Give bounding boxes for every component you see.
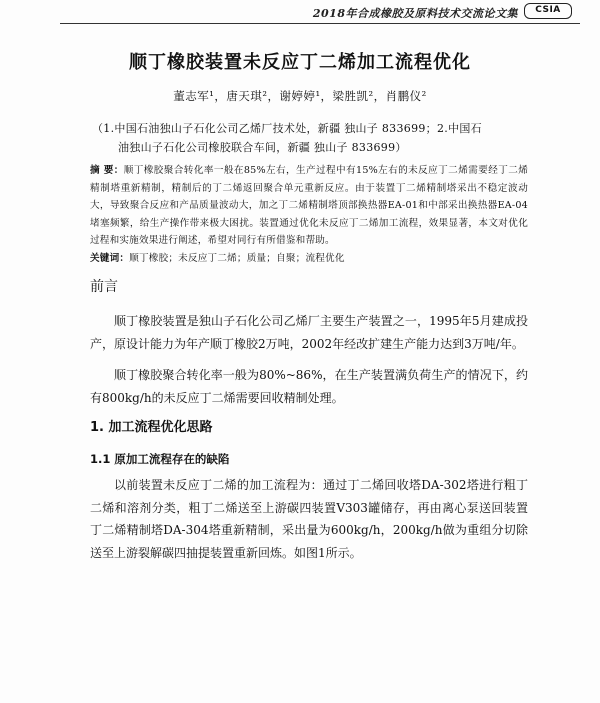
keywords-text: 顺丁橡胶；未反应丁二烯；质量；自聚；流程优化 bbox=[129, 252, 345, 264]
keywords-label: 关键词： bbox=[90, 252, 130, 264]
foreword-paragraph-1: 顺丁橡胶装置是独山子石化公司乙烯厂主要生产装置之一，1995年5月建成投产，原设计能力为年产顺丁橡胶2万吨，2002年经改扩建生产能力达到3万吨/年。 bbox=[90, 314, 528, 351]
abstract bbox=[90, 162, 528, 267]
running-title: 2018年合成橡胶及原料技术交流论文集 bbox=[312, 7, 518, 20]
section-1-heading: 1. 加工流程优化思路 bbox=[90, 420, 213, 435]
logo-text: CSIA bbox=[535, 5, 561, 15]
abstract-label: 摘 要： bbox=[90, 165, 124, 176]
foreword-paragraph-2: 顺丁橡胶聚合转化率一般为80%~86%，在生产装置满负荷生产的情况下，约有800kg/h的未反应丁二烯需要回收精制处理。 bbox=[90, 368, 528, 405]
section-1-paragraph-1: 以前装置未反应丁二烯的加工流程为：通过丁二烯回收塔DA-302塔进行粗丁二烯和溶剂分类，粗丁二烯送至上游碳四装置V303罐储存，再由离心泵送回装置丁二烯精制塔DA-304塔重新精制，采出量为600kg/h，200kg/h做为重组分切除送至上游裂解碳四抽提装置重新回炼。如图1所示。 bbox=[90, 478, 528, 560]
subsection-1-1-heading: 1.1 原加工流程存在的缺陷 bbox=[90, 452, 230, 466]
foreword-heading: 前言 bbox=[90, 279, 118, 295]
running-header bbox=[60, 3, 580, 21]
journal-logo-icon bbox=[524, 3, 572, 19]
affiliation-line-2: 油独山子石化公司橡胶联合车间，新疆 独山子 833699） bbox=[118, 141, 407, 154]
author-list: 董志军¹，唐天琪²，谢婷婷¹，梁胜凯²，肖鹏仪² bbox=[173, 89, 427, 103]
affiliation-line-1: （1.中国石油独山子石化公司乙烯厂技术处，新疆 独山子 833699；2.中国石 bbox=[92, 122, 482, 135]
paper-title: 顺丁橡胶装置未反应丁二烯加工流程优化 bbox=[129, 52, 471, 73]
abstract-text: 顺丁橡胶聚合转化率一般在85%左右，生产过程中有15%左右的未反应丁二烯需要经丁二烯精制塔重新精制，精制后的丁二烯返回聚合单元重新反应。由于装置丁二烯精制塔采出不稳定波动大，导致聚合反应和产品质量波动大，加之丁二烯精制塔顶部换热器EA-01和中部采出换热器EA-04堵塞频繁，给生产操作带来极大困扰。装置通过优化未反应丁二烯加工流程，效果显著，本文对优化过程和实施效果进行阐述，希望对同行有所借鉴和帮助。 bbox=[90, 165, 529, 246]
header-rule bbox=[60, 23, 580, 24]
keywords bbox=[90, 250, 528, 268]
